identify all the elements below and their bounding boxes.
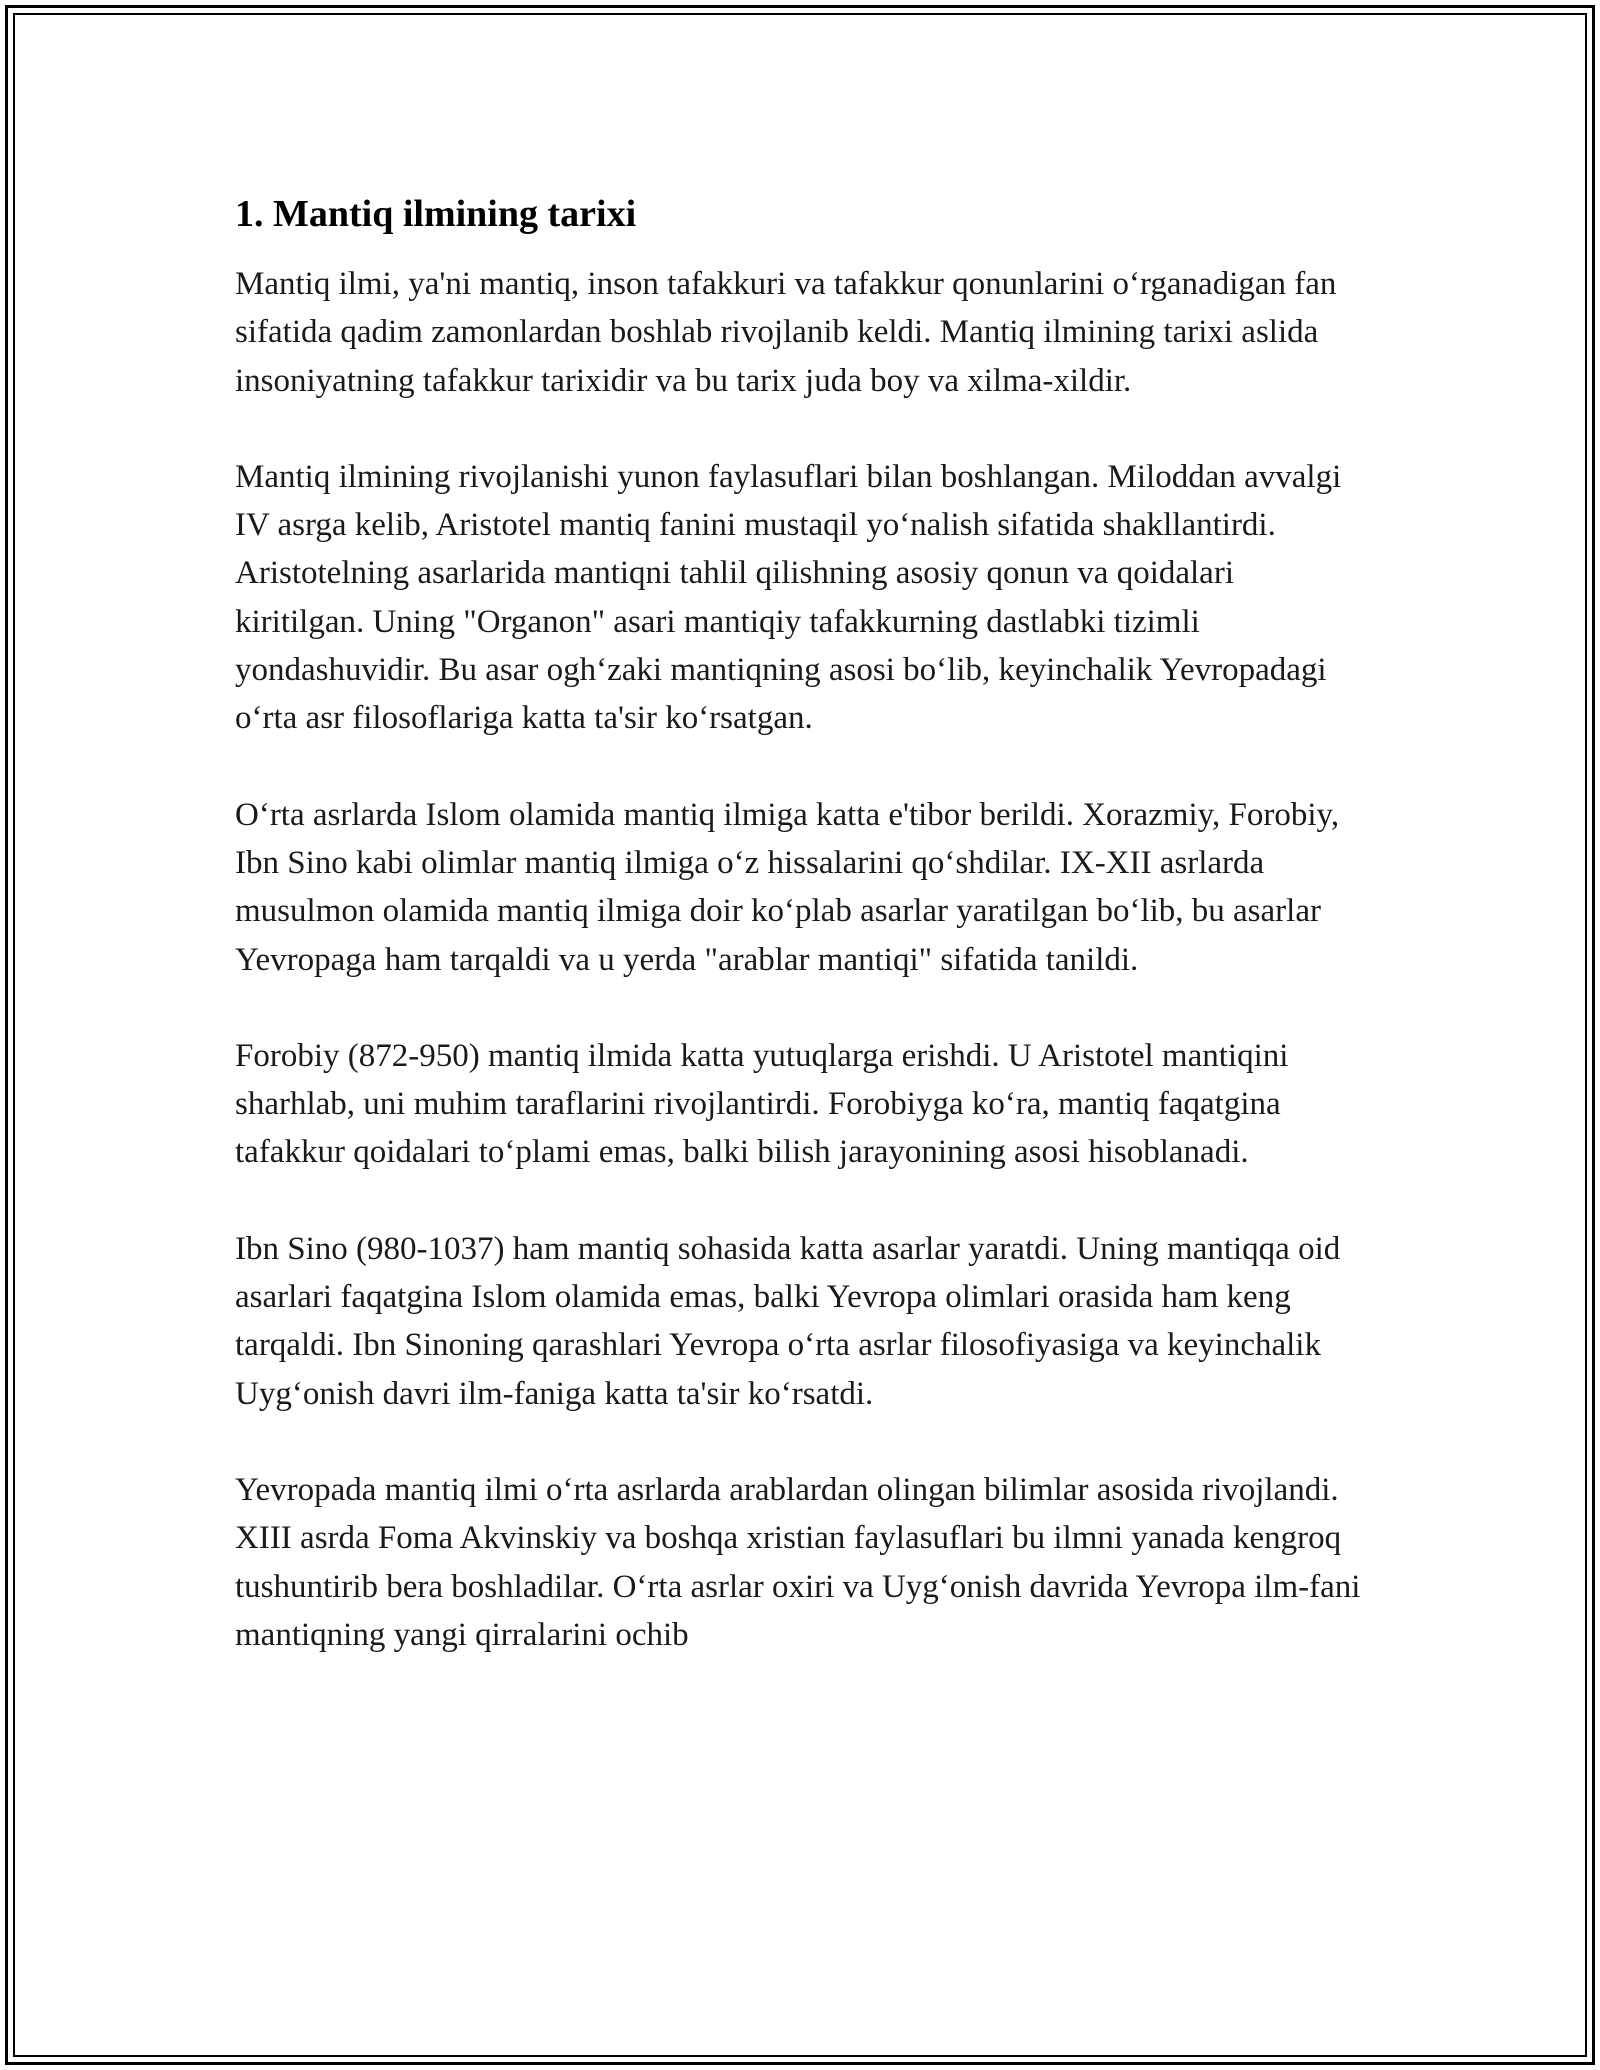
paragraph-farabi: Forobiy (872-950) mantiq ilmida katta yutuqlarga erishdi. U Aristotel mantiqini sharhlab, uni muhim taraflarini rivojlantirdi. Forobiyga ko‘ra, mantiq faqatgina tafakkur qoidalari to‘plami emas, balki bilish jarayonining asosi hisoblanadi. <box>235 1037 1289 1171</box>
paragraph-intro: Mantiq ilmi, ya'ni mantiq, inson tafakkuri va tafakkur qonunlarini o‘rganadigan fan sifatida qadim zamonlardan boshlab rivojlanib keldi. Mantiq ilmining tarixi aslida insoniyatning tafakkur tarixidir va bu tarix juda boy va xilma-xildir. <box>235 266 1337 399</box>
paragraph-ibn-sina: Ibn Sino (980-1037) ham mantiq sohasida katta asarlar yaratdi. Uning mantiqqa oid asarlari faqatgina Islom olamida emas, balki Yevropa olimlari orasida ham keng tarqaldi. Ibn Sinoning qarashlari Yevropa o‘rta asrlar filosofiyasiga va keyinchalik Uyg‘onish davri ilm-faniga katta ta'sir ko‘rsatdi. <box>235 1230 1341 1412</box>
paragraph-europe: Yevropada mantiq ilmi o‘rta asrlarda arablardan olingan bilimlar asosida rivojlandi. XIII asrda Foma Akvinskiy va boshqa xristian faylasuflari bu ilmni yanada kengroq tushuntirib bera boshladilar. O‘rta asrlar oxiri va Uyg‘onish davrida Yevropa ilm-fani mantiqning yangi qirralarini ochib <box>235 1471 1361 1653</box>
section-heading: 1. Mantiq ilmining tarixi <box>235 193 637 235</box>
paragraph-greek-origins: Mantiq ilmining rivojlanishi yunon faylasuflari bilan boshlangan. Miloddan avvalgi IV asrga kelib, Aristotel mantiq fanini mustaqil yo‘nalish sifatida shakllantirdi. Aristotelning asarlarida mantiqni tahlil qilishning asosiy qonun va qoidalari kiritilgan. Uning "Organon" asari mantiqiy tafakkurning dastlabki tizimli yondashuvidir. Bu asar ogh‘zaki mantiqning asosi bo‘lib, keyinchalik Yevropadagi o‘rta asr filosoflariga katta ta'sir ko‘rsatgan. <box>235 458 1342 737</box>
paragraph-islamic-world: O‘rta asrlarda Islom olamida mantiq ilmiga katta e'tibor berildi. Xorazmiy, Forobiy, Ibn Sino kabi olimlar mantiq ilmiga o‘z hissalarini qo‘shdilar. IX-XII asrlarda musulmon olamida mantiq ilmiga doir ko‘plab asarlar yaratilgan bo‘lib, bu asarlar Yevropaga ham tarqaldi va u yerda "arablar mantiqi" sifatida tanildi. <box>235 796 1340 978</box>
document-body <box>235 190 1365 1659</box>
